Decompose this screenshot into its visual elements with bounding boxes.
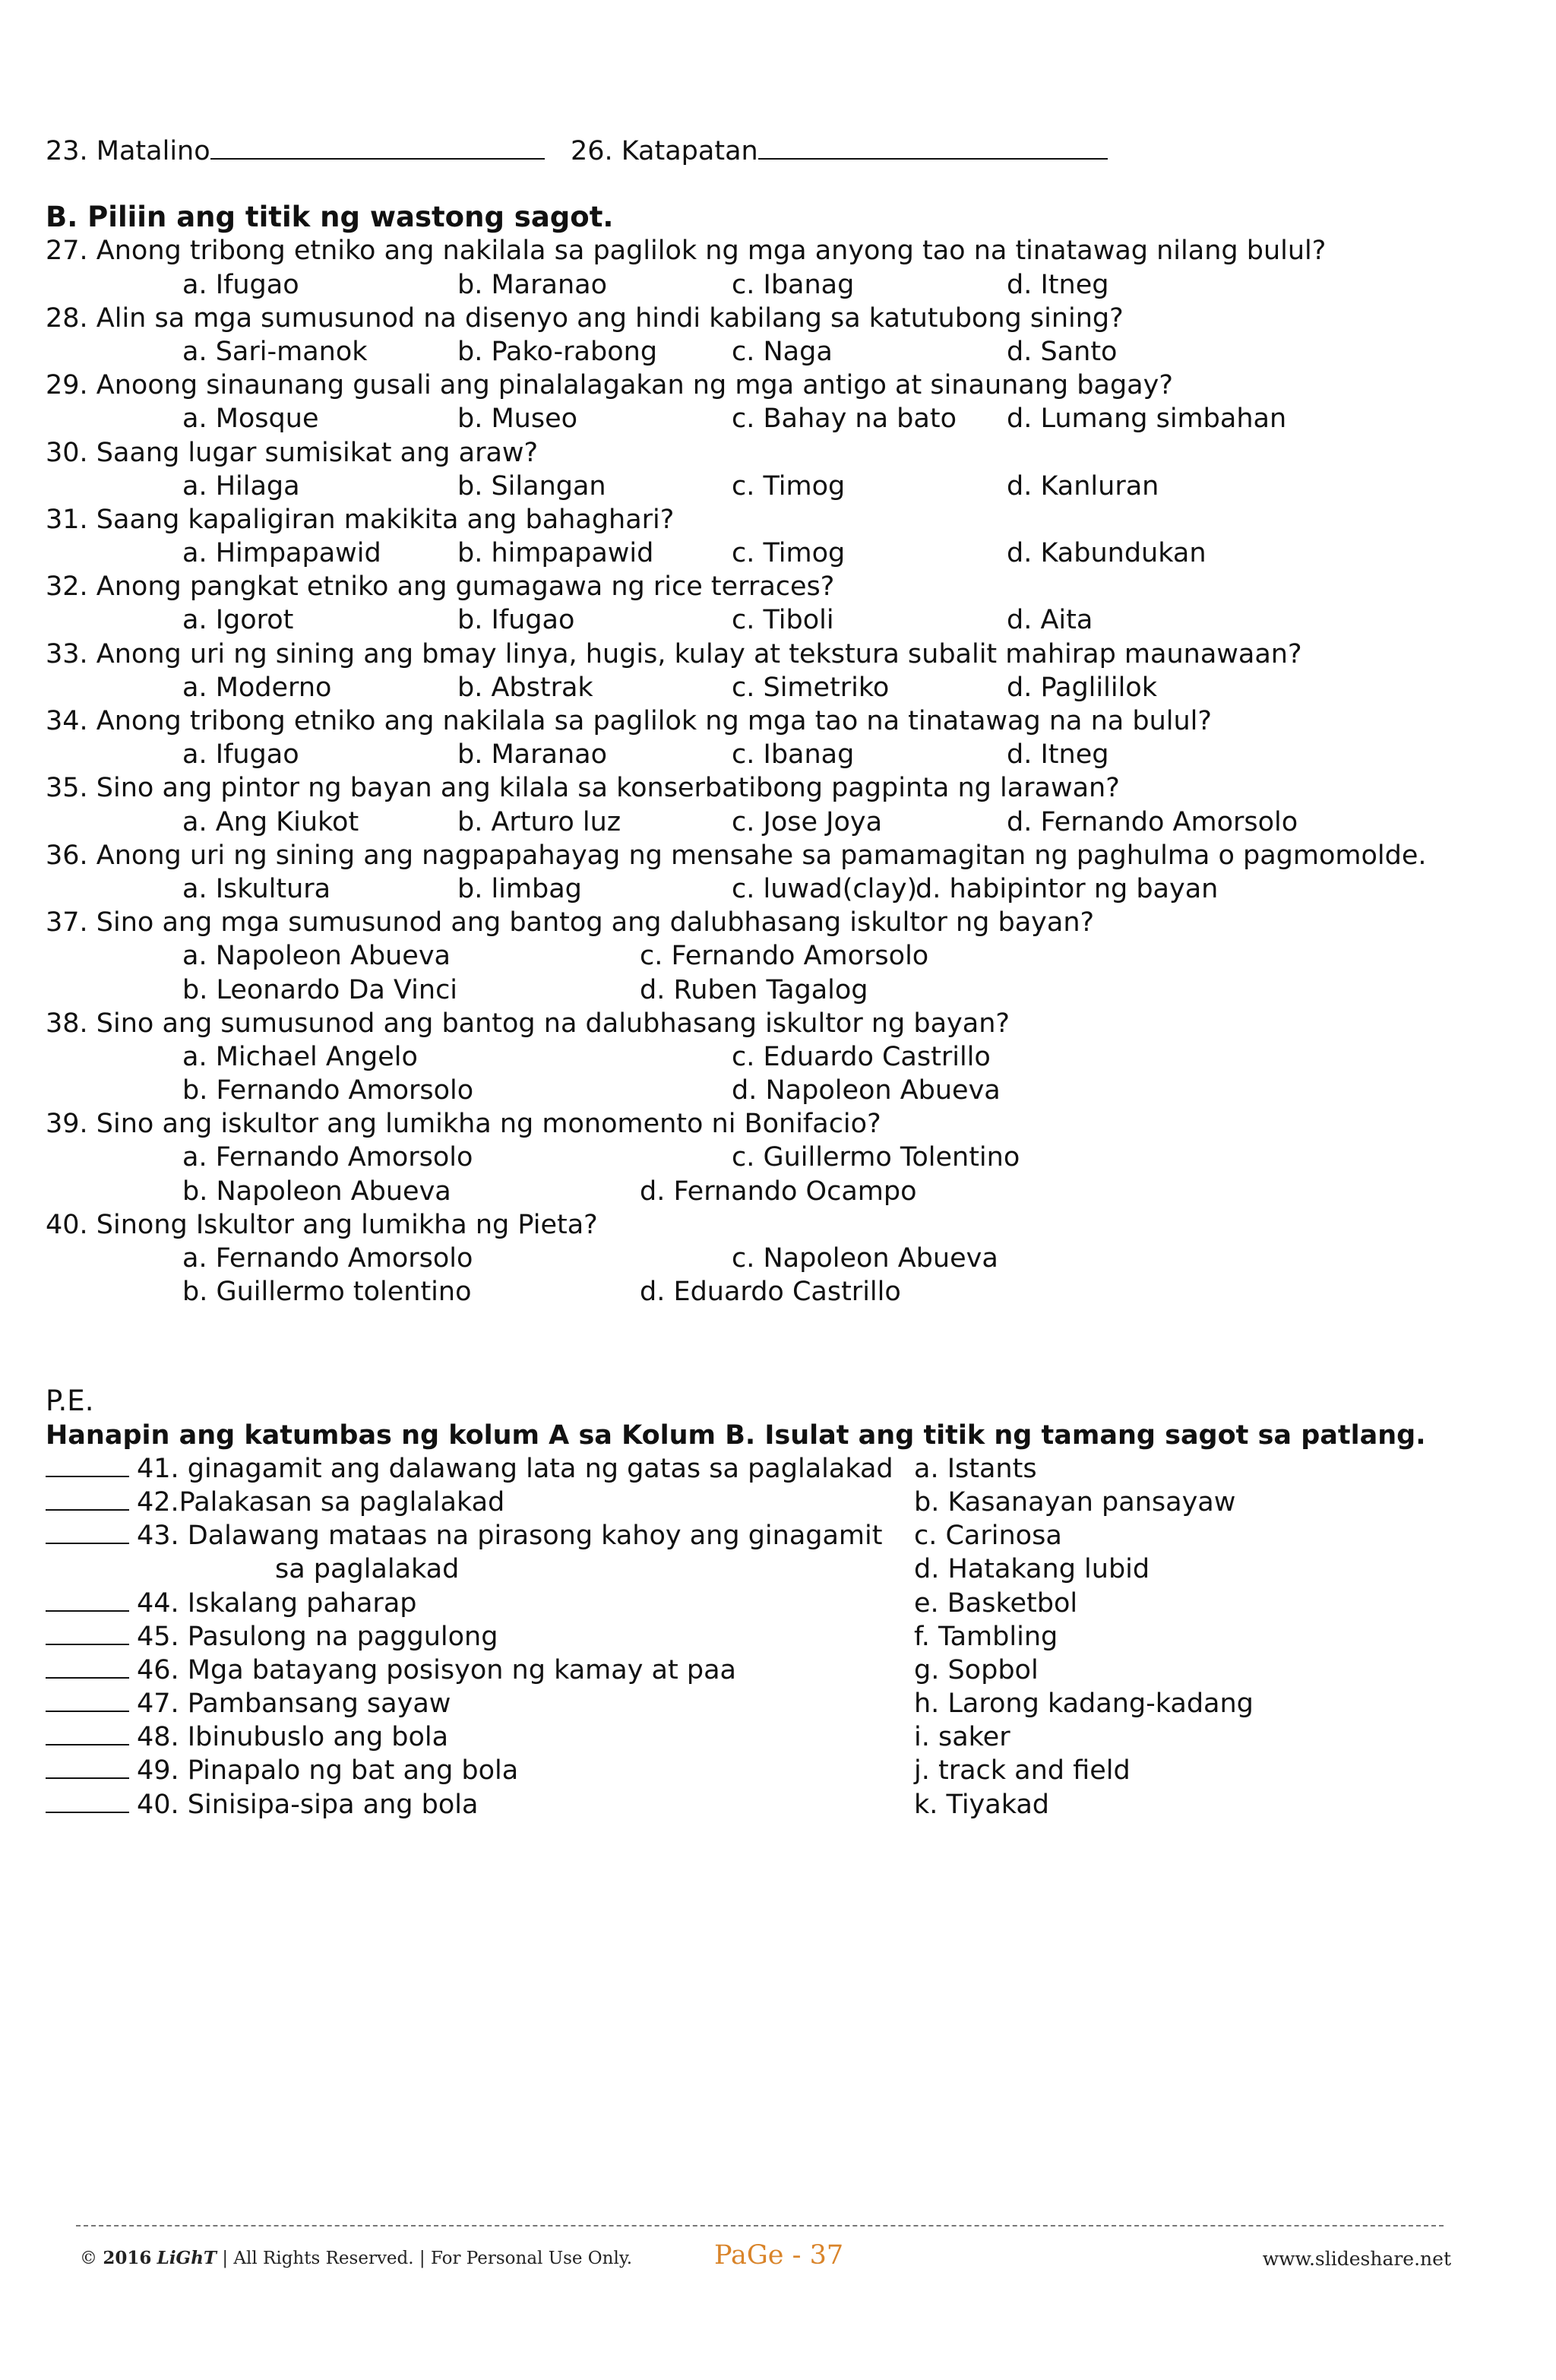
choice-d: d. Itneg	[1007, 269, 1109, 300]
question-text: 39. Sino ang iskultor ang lumikha ng monomento ni Bonifacio?	[46, 1109, 881, 1140]
question-text: 38. Sino ang sumusunod ang bantog na dalubhasang iskultor ng bayan?	[46, 1008, 1010, 1039]
question-text: 30. Saang lugar sumisikat ang araw?	[46, 437, 539, 468]
choice-a: a. Hilaga	[182, 470, 300, 502]
matching-row	[46, 1519, 1512, 1552]
column-a-item: 48. Ibinubuslo ang bola	[137, 1722, 449, 1753]
matching-row	[46, 1754, 1512, 1787]
choice-d: d. Lumang simbahan	[1007, 404, 1287, 435]
choice-b: b. Maranao	[457, 739, 607, 771]
item-26-label: 26. Katapatan	[570, 136, 758, 166]
choice-c: c. Simetriko	[732, 672, 890, 703]
choices-row	[46, 1242, 1512, 1275]
column-b-item: h. Larong kadang-kadang	[914, 1688, 1254, 1720]
choices-row	[46, 268, 1512, 302]
choice-c: c. Tiboli	[732, 605, 834, 636]
choice-a: a. Iskultura	[182, 873, 331, 904]
brand-name: LiGhT	[157, 2248, 217, 2268]
choices-row	[46, 402, 1512, 435]
choice-b: b. Museo	[457, 404, 578, 435]
choice-c: c. Jose Joya	[732, 806, 883, 837]
column-a-item: 45. Pasulong na paggulong	[137, 1621, 498, 1652]
question-27	[46, 234, 1512, 301]
question-text: 37. Sino ang mga sumusunod ang bantog ang dalubhasang iskultor ng bayan?	[46, 907, 1095, 938]
choice-d: d. Paglililok	[1007, 672, 1157, 703]
choice-a: a. Igorot	[182, 605, 294, 636]
column-b-item: a. Istants	[914, 1453, 1037, 1484]
rights-text: | All Rights Reserved. | For Personal Use Only.	[222, 2249, 633, 2268]
column-a-item: 44. Iskalang paharap	[137, 1587, 417, 1619]
answer-blank-23[interactable]	[210, 134, 545, 160]
pe-instructions: Hanapin ang katumbas ng kolum A sa Kolum B. Isulat ang titik ng tamang sagot sa patlang.	[46, 1419, 1426, 1451]
choice-c: c. Timog	[732, 470, 846, 502]
choice-c: c. Napoleon Abueva	[732, 1243, 998, 1274]
choices-row	[46, 536, 1512, 570]
copyright-notice	[80, 2248, 632, 2268]
choice-a: a. Himpapawid	[182, 538, 381, 569]
choice-c: c. Naga	[732, 336, 833, 367]
question-text: 27. Anong tribong etniko ang nakilala sa paglilok ng mga anyong tao na tinatawag nilang bulul?	[46, 236, 1327, 267]
choice-d: d. Napoleon Abueva	[732, 1075, 1001, 1106]
choice-a: a. Sari-manok	[182, 336, 368, 367]
answer-blank[interactable]	[46, 1721, 129, 1745]
matching-row	[46, 1720, 1512, 1754]
answer-blank[interactable]	[46, 1755, 129, 1779]
choice-a: a. Moderno	[182, 672, 332, 703]
question-text: 34. Anong tribong etniko ang nakilala sa paglilok ng mga tao na tinatawag na na bulul?	[46, 706, 1212, 736]
choice-d: d. Itneg	[1007, 739, 1109, 771]
answer-blank[interactable]	[46, 1621, 129, 1645]
column-a-item: 47. Pambansang sayaw	[137, 1688, 451, 1720]
choice-d: d. Kanluran	[1007, 470, 1159, 502]
choice-b: b. Napoleon Abueva	[182, 1176, 451, 1207]
pe-heading: P.E.	[46, 1385, 94, 1418]
top-fill-in-row	[46, 134, 1512, 167]
choice-b: b. Pako-rabong	[457, 336, 658, 367]
question-36	[46, 839, 1512, 906]
choice-d: d. Ruben Tagalog	[640, 974, 868, 1005]
column-b-item: j. track and field	[914, 1755, 1131, 1787]
choices-row	[46, 939, 1512, 973]
choices-row	[46, 470, 1512, 503]
column-b-item: d. Hatakang lubid	[914, 1554, 1150, 1585]
answer-blank[interactable]	[46, 1453, 129, 1477]
column-a-item: 46. Mga batayang posisyon ng kamay at paa	[137, 1654, 736, 1685]
choices-row	[46, 1040, 1512, 1074]
question-31	[46, 503, 1512, 570]
choice-b: b. Leonardo Da Vinci	[182, 974, 458, 1005]
choices-row	[46, 335, 1512, 369]
choice-b: b. Arturo luz	[457, 806, 621, 837]
question-text: 40. Sinong Iskultor ang lumikha ng Pieta?	[46, 1209, 598, 1240]
matching-row	[46, 1552, 1512, 1586]
section-b-title: B. Piliin ang titik ng wastong sagot.	[46, 201, 614, 234]
column-b-item: c. Carinosa	[914, 1521, 1062, 1552]
matching-list	[46, 1452, 1512, 1821]
choice-c: c. Ibanag	[732, 739, 855, 771]
choice-d: d. Eduardo Castrillo	[640, 1277, 901, 1308]
choices-row	[46, 805, 1512, 839]
answer-blank[interactable]	[46, 1654, 129, 1679]
choice-a: a. Ifugao	[182, 739, 299, 771]
choice-b: b. Silangan	[457, 470, 606, 502]
choices-row	[46, 738, 1512, 771]
choice-a: a. Ifugao	[182, 269, 299, 300]
matching-row	[46, 1687, 1512, 1720]
choice-c: c. Bahay na bato	[732, 404, 957, 435]
choice-c: c. Ibanag	[732, 269, 855, 300]
question-text: 28. Alin sa mga sumusunod na disenyo ang hindi kabilang sa katutubong sining?	[46, 302, 1124, 334]
column-a-item: 43. Dalawang mataas na pirasong kahoy ang ginagamit	[137, 1521, 883, 1552]
choice-b: b. Fernando Amorsolo	[182, 1075, 474, 1106]
matching-row	[46, 1620, 1512, 1654]
question-text: 33. Anong uri ng sining ang bmay linya, hugis, kulay at tekstura subalit mahirap maunawaan?	[46, 638, 1302, 669]
column-a-item: 42.Palakasan sa paglalakad	[137, 1486, 505, 1518]
item-23-label: 23. Matalino	[46, 136, 210, 166]
choices-row	[46, 1275, 1512, 1309]
answer-blank[interactable]	[46, 1688, 129, 1712]
choice-c: c. Guillermo Tolentino	[732, 1142, 1020, 1173]
choice-d: d. Fernando Amorsolo	[1007, 806, 1298, 837]
column-a-item: 40. Sinisipa-sipa ang bola	[137, 1789, 479, 1820]
question-30	[46, 436, 1512, 503]
question-text: 31. Saang kapaligiran makikita ang bahaghari?	[46, 504, 675, 535]
matching-row	[46, 1452, 1512, 1486]
question-37	[46, 906, 1512, 1007]
choice-b: b. himpapawid	[457, 538, 654, 569]
choice-a: a. Napoleon Abueva	[182, 941, 451, 972]
column-b-item: f. Tambling	[914, 1621, 1058, 1652]
question-40	[46, 1208, 1512, 1309]
choice-b: b. limbag	[457, 873, 582, 904]
site-link[interactable]: www.slideshare.net	[1262, 2248, 1451, 2270]
column-b-item: g. Sopbol	[914, 1654, 1039, 1685]
choice-a: a. Michael Angelo	[182, 1041, 418, 1072]
choices-row	[46, 1175, 1512, 1208]
question-28	[46, 302, 1512, 369]
choice-b: b. Ifugao	[457, 605, 575, 636]
question-29	[46, 369, 1512, 435]
choice-c: c. Eduardo Castrillo	[732, 1041, 991, 1072]
question-39	[46, 1107, 1512, 1208]
choices-row	[46, 1141, 1512, 1174]
column-a-item: 41. ginagamit ang dalawang lata ng gatas sa paglalakad	[137, 1453, 893, 1484]
choices-row	[46, 603, 1512, 637]
footer-divider	[76, 2225, 1444, 2227]
choices-row	[46, 872, 1512, 906]
choice-c: c. Timog	[732, 538, 846, 569]
answer-blank[interactable]	[46, 1486, 129, 1511]
question-32	[46, 570, 1512, 637]
column-a-item: 49. Pinapalo ng bat ang bola	[137, 1755, 519, 1787]
question-text: 35. Sino ang pintor ng bayan ang kilala sa konserbatibong pagpinta ng larawan?	[46, 773, 1120, 804]
question-text: 32. Anong pangkat etniko ang gumagawa ng rice terraces?	[46, 571, 835, 603]
choice-d: d. Fernando Ocampo	[640, 1176, 917, 1207]
document-body	[46, 134, 1512, 1821]
matching-row	[46, 1788, 1512, 1821]
page-number: PaGe - 37	[714, 2240, 844, 2271]
matching-row	[46, 1486, 1512, 1519]
choice-d: d. Kabundukan	[1007, 538, 1207, 569]
choice-a: a. Mosque	[182, 404, 319, 435]
choice-b: b. Maranao	[457, 269, 607, 300]
column-b-item: i. saker	[914, 1722, 1010, 1753]
choice-a: a. Ang Kiukot	[182, 806, 359, 837]
answer-blank[interactable]	[46, 1789, 129, 1813]
choices-row	[46, 671, 1512, 704]
choice-a: a. Fernando Amorsolo	[182, 1142, 473, 1173]
answer-blank-26[interactable]	[758, 134, 1108, 160]
choice-b: b. Abstrak	[457, 672, 593, 703]
matching-row	[46, 1587, 1512, 1620]
copyright-icon: ©	[80, 2249, 97, 2268]
choice-d: d. Santo	[1007, 336, 1118, 367]
copyright-year: 2016	[103, 2248, 152, 2268]
answer-blank[interactable]	[46, 1520, 129, 1544]
choice-d: d. Aita	[1007, 605, 1093, 636]
column-b-item: k. Tiyakad	[914, 1789, 1050, 1820]
question-35	[46, 771, 1512, 838]
question-38	[46, 1007, 1512, 1108]
choice-c: c. Fernando Amorsolo	[640, 941, 929, 972]
column-b-item: e. Basketbol	[914, 1587, 1078, 1619]
choice-a: a. Fernando Amorsolo	[182, 1243, 473, 1274]
question-text: 29. Anoong sinaunang gusali ang pinalalagakan ng mga antigo at sinaunang bagay?	[46, 370, 1173, 401]
question-33	[46, 638, 1512, 704]
choices-row	[46, 1074, 1512, 1107]
column-b-item: b. Kasanayan pansayaw	[914, 1486, 1236, 1518]
choice-d: d. habipintor ng bayan	[916, 873, 1219, 904]
question-34	[46, 704, 1512, 771]
answer-blank[interactable]	[46, 1587, 129, 1612]
choices-row	[46, 973, 1512, 1007]
question-text: 36. Anong uri ng sining ang nagpapahayag ng mensahe sa pamamagitan ng paghulma o pagmomolde.	[46, 840, 1427, 871]
choice-c: c. luwad(clay)	[732, 873, 918, 904]
choice-b: b. Guillermo tolentino	[182, 1277, 472, 1308]
matching-row	[46, 1654, 1512, 1687]
column-a-item-continuation: sa paglalakad	[275, 1554, 460, 1585]
page-footer	[76, 2225, 1451, 2274]
